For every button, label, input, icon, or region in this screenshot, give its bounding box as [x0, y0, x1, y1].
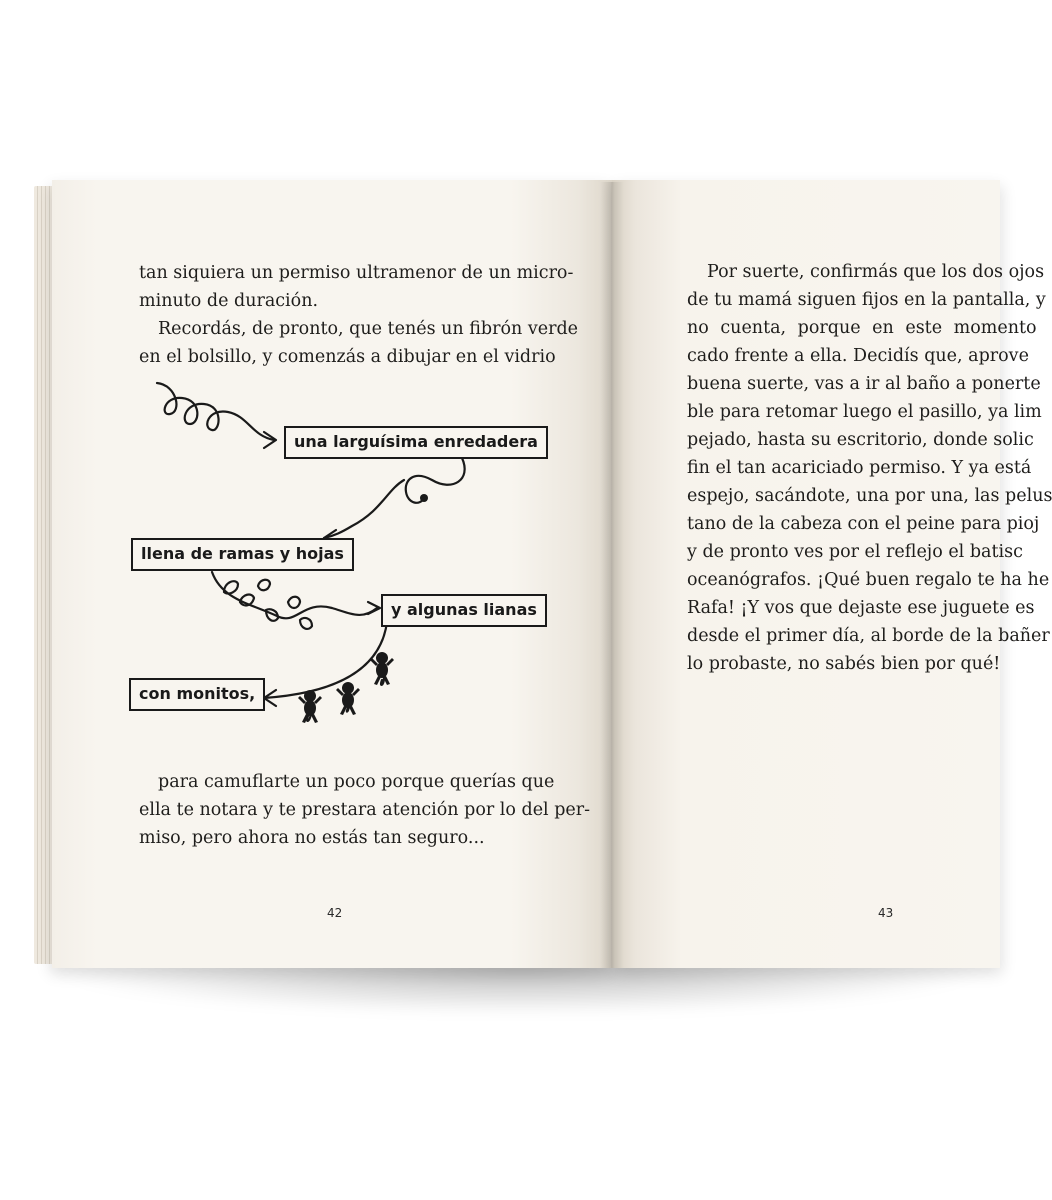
curve-arrow-2: [406, 458, 465, 503]
liana-arc: [264, 622, 387, 698]
right-line-15: lo probaste, no sabés bien por qué!: [687, 654, 1001, 674]
right-line-12: oceanógrafos. ¡Qué buen regalo te ha he: [687, 570, 1050, 590]
left-line-6: ella te notara y te prestara atención por lo del per-: [139, 800, 591, 820]
right-page: [612, 180, 1052, 968]
right-line-2: de tu mamá siguen fijos en la pantalla, y: [687, 290, 1046, 310]
left-line-2: minuto de duración.: [139, 291, 319, 311]
left-line-4: en el bolsillo, y comenzás a dibujar en el vidrio: [139, 347, 556, 367]
right-line-11: y de pronto ves por el reflejo el batisc: [687, 542, 1023, 562]
right-line-13: Rafa! ¡Y vos que dejaste ese juguete es: [687, 598, 1035, 618]
right-line-5: buena suerte, vas a ir al baño a ponerte: [687, 374, 1041, 394]
left-line-3: Recordás, de pronto, que tenés un fibrón verde: [158, 319, 578, 339]
page-number-left: 42: [327, 906, 343, 920]
box-enredadera: una larguísima enredadera: [284, 426, 548, 459]
left-line-7: miso, pero ahora no estás tan seguro...: [139, 828, 485, 848]
right-line-1: Por suerte, confirmás que los dos ojos: [707, 262, 1045, 282]
book-gutter: [600, 182, 624, 968]
vine-dot: [420, 494, 428, 502]
right-line-8: fin el tan acariciado permiso. Y ya está: [687, 458, 1032, 478]
left-line-1: tan siquiera un permiso ultramenor de un micro-: [139, 263, 574, 283]
box-monitos: con monitos,: [129, 678, 265, 711]
left-line-5: para camuflarte un poco porque querías que: [158, 772, 555, 792]
page-number-right: 43: [878, 906, 894, 920]
right-line-6: ble para retomar luego el pasillo, ya lim: [687, 402, 1042, 422]
leafy-vine: [212, 572, 377, 618]
right-line-7: pejado, hasta su escritorio, donde solic: [687, 430, 1034, 450]
right-line-3: no cuenta, porque en este momento: [687, 318, 1037, 338]
right-line-10: tano de la cabeza con el peine para pioj: [687, 514, 1040, 534]
curly-arrow-1: [157, 383, 274, 440]
right-line-14: desde el primer día, al borde de la bañer: [687, 626, 1050, 646]
box-ramas-hojas: llena de ramas y hojas: [131, 538, 354, 571]
right-line-9: espejo, sacándote, una por una, las pelus: [687, 486, 1052, 506]
right-line-4: cado frente a ella. Decidís que, aprove: [687, 346, 1029, 366]
box-lianas: y algunas lianas: [381, 594, 547, 627]
